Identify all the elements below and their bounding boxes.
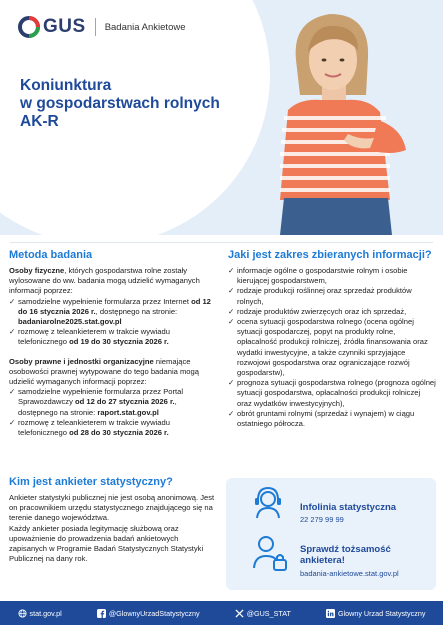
item-text: obrót gruntami rolnymi (sprzedaż i wynajem) w ciągu ostatniego półrocza. (237, 408, 415, 429)
check-icon: ✓ (9, 327, 16, 337)
survey-link[interactable]: badaniarolne2025.stat.gov.pl (18, 317, 122, 327)
facebook-icon (97, 609, 106, 618)
list-item (228, 286, 436, 306)
verified-person-icon (250, 532, 288, 572)
heading-metoda: Metoda badania (9, 249, 93, 261)
footer-web[interactable] (18, 609, 62, 618)
item-date: od 19 do 30 stycznia 2026 r. (69, 337, 169, 347)
check-icon: ✓ (228, 408, 235, 418)
infolinia-title: Infolinia statystyczna (300, 502, 397, 513)
fizyczne-lead: Osoby fizyczne (9, 266, 65, 275)
list-item (228, 307, 436, 317)
list-item (228, 266, 436, 286)
woman-photo (240, 0, 443, 235)
heading-ankieter: Kim jest ankieter statystyczny? (9, 476, 173, 488)
item-text: , dostępnego na stronie: (95, 306, 178, 316)
check-icon: ✓ (9, 417, 16, 427)
gus-logo (18, 16, 186, 38)
prawne-lead: Osoby prawne i jednostki organizacyjne (9, 356, 154, 366)
list-item (9, 418, 217, 438)
x-icon (235, 609, 244, 618)
check-icon: ✓ (228, 317, 235, 327)
item-text: rozmowę z teleankieterem w trakcie wywiadu telefonicznego (18, 327, 170, 347)
verify-title (300, 544, 391, 566)
item-text: rodzaje produktów zwierzęcych oraz ich sprzedaż, (237, 306, 407, 316)
gus-logo-icon (18, 16, 40, 38)
list-item (228, 317, 436, 378)
item-text: informacje ogólne o gospodarstwie rolnym i osobie kierującej gospodarstwem, (237, 266, 408, 286)
fizyczne-text: , których gospodarstwa rolne zostały wylosowane do ww. badania mogą udzielić wymaganych informacji poprzez: (9, 266, 200, 296)
fizyczne-paragraph (9, 266, 217, 297)
item-date: od 12 do 16 stycznia 2026 r. (18, 296, 211, 316)
page-title (20, 77, 220, 131)
list-item (9, 327, 217, 347)
footer-linkedin-text: Glowny Urzad Statystyczny (337, 608, 426, 618)
item-date: od 12 do 27 stycznia 2026 r. (74, 397, 175, 407)
item-text: samodzielne wypełnienie formularza przez Portal Sprawozdawczy (18, 387, 184, 407)
check-icon: ✓ (228, 306, 235, 316)
title-line: Koniunktura (20, 77, 112, 94)
prawne-paragraph (9, 357, 217, 388)
footer-x-text: @GUS_STAT (246, 608, 291, 618)
logo-separator (95, 18, 96, 36)
check-icon: ✓ (9, 296, 16, 306)
verify-url[interactable]: badania-ankietowe.stat.gov.pl (300, 569, 399, 578)
logo-subtitle: Badania Ankietowe (104, 21, 186, 33)
footer-web-text: stat.gov.pl (29, 608, 62, 618)
footer-linkedin[interactable] (326, 609, 425, 618)
footer-x[interactable] (235, 609, 291, 618)
verify-title-line: ankietera! (300, 555, 345, 566)
metoda-column (9, 266, 217, 438)
globe-icon (18, 609, 27, 618)
logo-text: GUS (43, 16, 86, 37)
item-text: rozmowę z teleankieterem w trakcie wywiadu telefonicznego (18, 417, 170, 438)
check-icon: ✓ (228, 378, 235, 388)
verify-title-line: Sprawdź tożsamość (300, 544, 391, 555)
check-icon: ✓ (9, 387, 16, 397)
check-icon: ✓ (228, 266, 235, 275)
item-text: , dostępnego na stronie: (18, 397, 177, 417)
item-date: od 28 do 30 stycznia 2026 r. (69, 428, 169, 438)
item-text: samodzielne wypełnienie formularza przez Internet (18, 296, 192, 306)
linkedin-icon (326, 609, 335, 618)
ankieter-paragraph-1: Ankieter statystyki publicznej nie jest osobą anonimową. Jest on pracownikiem urzędu statystycznego znajdującego się na terenie danego województwa. (9, 493, 215, 523)
item-text: ocena sytuacji gospodarstwa rolnego (ocena ogólnej sytuacji gospodarczej, popyt na produkty rolne, opłacalność produkcji rolniczej, źródła finansowania oraz wydatki inwestycyjne, a także czynniki sprzyjające rozwojowi gospodarstwa oraz ograniczające rozwój gospodarstw), (237, 317, 428, 378)
item-text: prognoza sytuacji gospodarstwa rolnego (prognoza ogólnej sytuacji gospodarstwa, opłacalności produkcji rolniczej oraz wydatków inwestycyjnych), (237, 378, 436, 408)
footer-facebook[interactable] (97, 609, 200, 618)
list-item (9, 387, 217, 418)
section-divider (10, 242, 433, 243)
ankieter-paragraph-2: Każdy ankieter posiada legitymację służbową oraz upoważnienie do prowadzenia badań ankietowych zapisanych w Programie Badań Statystycznych Statystyki Publicznej na dany rok. (9, 523, 204, 564)
item-text: rodzaje produkcji roślinnej oraz sprzedaż produktów rolnych, (237, 286, 412, 306)
footer-bar (0, 601, 443, 625)
title-line: AK-R (20, 113, 59, 130)
hero-banner (0, 0, 443, 235)
prawne-text: niemające osobowości prawnej wytypowane do tego badania mogą udzielić wymaganych informacji poprzez: (9, 356, 199, 387)
zakres-column (228, 266, 436, 429)
infolinia-phone[interactable]: 22 279 99 99 (300, 515, 344, 524)
list-item (228, 409, 436, 429)
list-item (9, 297, 217, 328)
contact-box (226, 478, 436, 590)
ankieter-column (9, 493, 217, 564)
footer-facebook-text: @GlownyUrzadStatystyczny (108, 608, 200, 618)
title-line: w gospodarstwach rolnych (20, 95, 220, 112)
list-item (228, 378, 436, 409)
check-icon: ✓ (228, 286, 235, 296)
raport-link[interactable]: raport.stat.gov.pl (97, 407, 159, 417)
heading-zakres: Jaki jest zakres zbieranych informacji? (228, 249, 432, 261)
headset-icon (250, 484, 286, 520)
